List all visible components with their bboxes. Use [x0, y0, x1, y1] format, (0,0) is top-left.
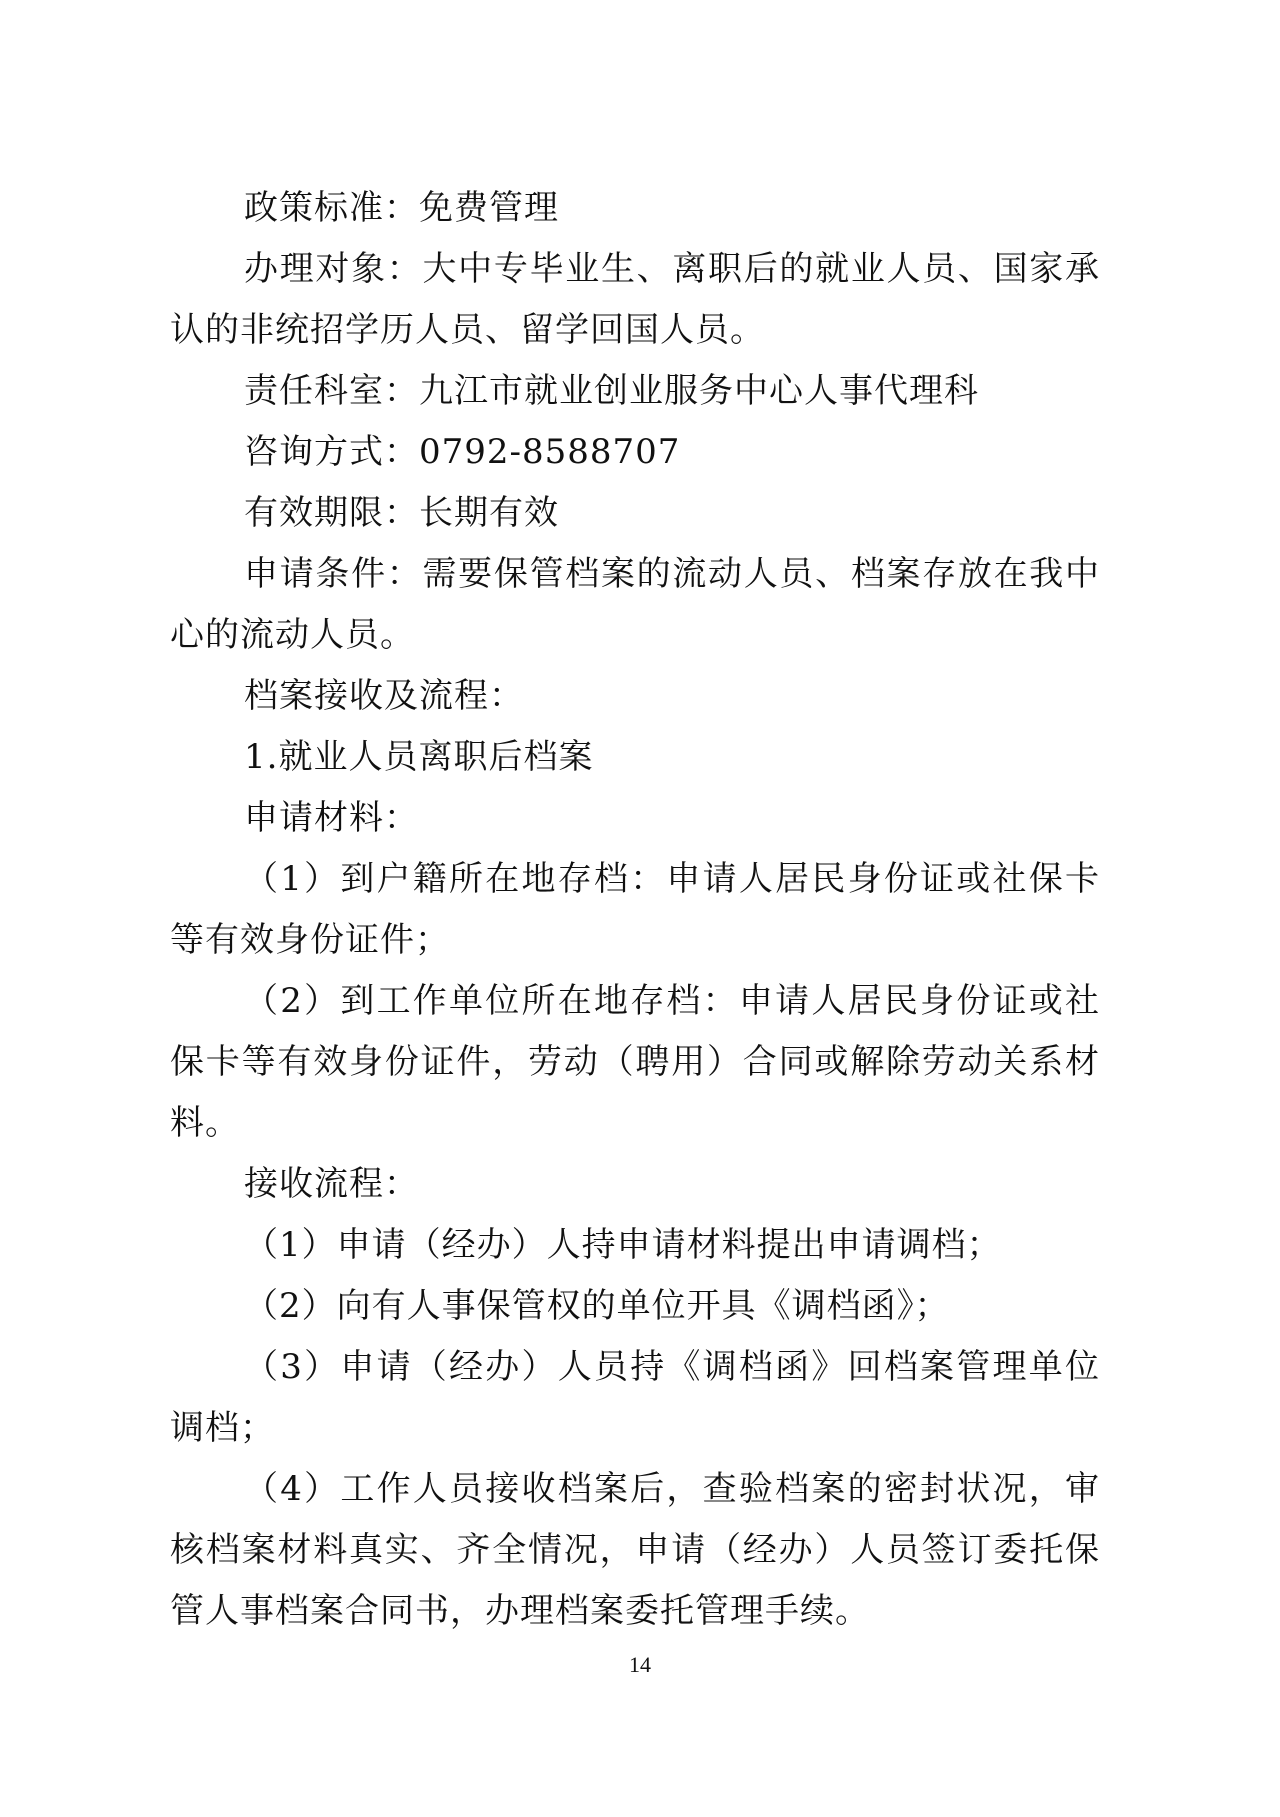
responsible-office-line: 责任科室：九江市就业创业服务中心人事代理科: [244, 371, 979, 411]
validity-period-line: 有效期限：长期有效: [244, 493, 559, 533]
target-applicants-paragraph: 办理对象：大中专毕业生、离职后的就业人员、国家承认的非统招学历人员、留学回国人员。: [170, 249, 1100, 350]
application-materials-heading: 申请材料：: [244, 798, 419, 838]
process-step-1: （1）申请（经办）人持申请材料提出申请调档；: [244, 1225, 1002, 1265]
receipt-process-heading: 接收流程：: [244, 1164, 419, 1204]
materials-item-1: （1）到户籍所在地存档：申请人居民身份证或社保卡等有效身份证件；: [170, 859, 1100, 960]
section-1-heading: 1.就业人员离职后档案: [244, 737, 594, 777]
page-number: 14: [629, 1652, 651, 1677]
body-text: [170, 178, 1100, 1642]
process-step-4: （4）工作人员接收档案后，查验档案的密封状况，审核档案材料真实、齐全情况，申请（经办）人员签订委托保管人事档案合同书，办理档案委托管理手续。: [170, 1469, 1100, 1631]
process-step-3: （3）申请（经办）人员持《调档函》回档案管理单位调档；: [170, 1347, 1100, 1448]
materials-item-2: （2）到工作单位所在地存档：申请人居民身份证或社保卡等有效身份证件，劳动（聘用）合同或解除劳动关系材料。: [170, 981, 1100, 1143]
archive-receipt-heading: 档案接收及流程：: [244, 676, 524, 716]
process-step-2: （2）向有人事保管权的单位开具《调档函》；: [244, 1286, 950, 1326]
application-conditions-paragraph: 申请条件：需要保管档案的流动人员、档案存放在我中心的流动人员。: [170, 554, 1100, 655]
policy-standard-line: 政策标准：免费管理: [244, 188, 559, 228]
contact-method-line: 咨询方式：0792-8588707: [244, 432, 681, 472]
